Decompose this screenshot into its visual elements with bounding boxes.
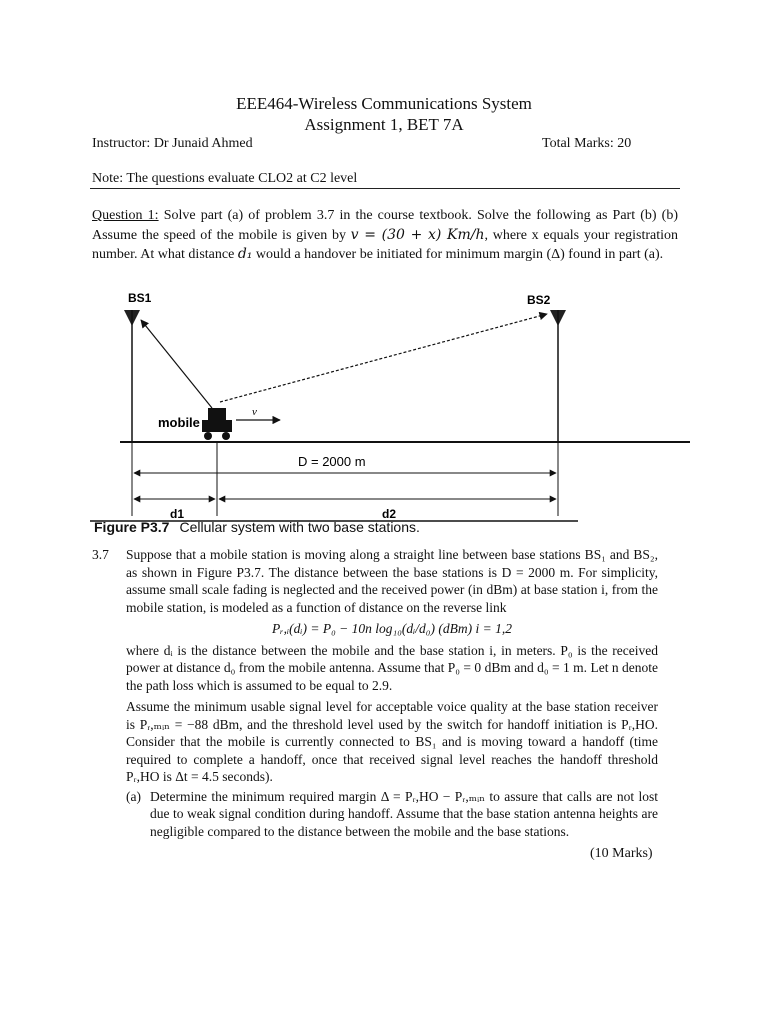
course-title: EEE464-Wireless Communications System xyxy=(236,94,532,113)
part-a-marks: (10 Marks) xyxy=(590,846,653,861)
problem-intro: Suppose that a mobile station is moving along a straight line between base stations BS₁ and BS₂, as shown in Figure P3.7. The distance between the base stations is D = 2000 m. For simplicity, assume small scale fading is neglected and the received power (in dBm) at base station i, from the mobile station, is modeled as a function of distance on the reverse link xyxy=(126,547,658,615)
figure-number: Figure P3.7 xyxy=(94,519,170,535)
problem-where: where dᵢ is the distance between the mobile and the base station i, in meters. P₀ is the received power at distance d₀ from the mobile antenna. Assume that P₀ = 0 dBm and d₀ = 1 m. Let n denote the path loss which is assumed to be equal to 2.9. xyxy=(126,642,658,693)
mobile-label: mobile xyxy=(158,415,200,430)
figure-caption xyxy=(94,519,420,535)
problem-3-7 xyxy=(92,546,658,840)
problem-number: 3.7 xyxy=(92,547,109,562)
distance-D-label: D = 2000 m xyxy=(298,454,366,469)
d2-label: d2 xyxy=(382,507,397,521)
question-text-b: , where x equals your registration number. At what distance xyxy=(92,227,678,262)
path-loss-equation: Pᵣ,ᵢ(dᵢ) = P₀ − 10n log₁₀(dᵢ/d₀) (dBm) i = 1,2 xyxy=(272,621,512,636)
bs2-antenna-icon xyxy=(550,310,566,442)
bs1-antenna-icon xyxy=(124,310,140,442)
part-a-text: Determine the minimum required margin Δ = Pᵣ,HO − Pᵣ,ₘᵢₙ to assure that calls are not lost due to weak signal condition during handoff. Assume that the base station antenna heights are negligible compared to the distance between the mobile and the base stations. xyxy=(150,788,658,839)
question-text-a: Solve part (a) of problem 3.7 in the course textbook. Solve the following as Part (b) (b) Assume the speed of the mobile is given by xyxy=(92,208,678,243)
d1-label: d1 xyxy=(170,507,185,521)
bs2-label: BS2 xyxy=(527,293,551,307)
mobile-station-icon xyxy=(202,408,232,440)
bs1-label: BS1 xyxy=(128,291,152,305)
question-label: Question 1: xyxy=(92,208,159,223)
instructor-line: Instructor: Dr Junaid Ahmed xyxy=(92,136,253,151)
link-to-bs1 xyxy=(141,320,212,408)
speed-equation: v = (30 + x) Km/h xyxy=(350,226,485,243)
question-text-c: would a handover be initiated for minimum margin (Δ) found in part (a). xyxy=(252,247,664,262)
part-a xyxy=(126,788,658,841)
note-line: Note: The questions evaluate CLO2 at C2 level xyxy=(92,171,358,186)
part-a-label: (a) xyxy=(126,788,141,804)
figure-caption-text: Cellular system with two base stations. xyxy=(179,519,420,535)
total-marks: Total Marks: 20 xyxy=(542,136,632,151)
velocity-label: v xyxy=(252,406,257,418)
d1-symbol: d₁ xyxy=(237,246,253,262)
divider xyxy=(90,188,680,189)
question-1 xyxy=(92,206,678,265)
assignment-title: Assignment 1, BET 7A xyxy=(304,115,464,134)
figure-p3-7 xyxy=(90,290,690,550)
problem-assume: Assume the minimum usable signal level for acceptable voice quality at the base station receiver is Pᵣ,ₘᵢₙ = −88 dBm, and the threshold level used by the switch for handoff initiation is Pᵣ,HO. Consider that the mobile is currently connected to BS₁ and is moving toward a handoff (time required to complete a handoff, once that received signal level reaches the handoff threshold Pᵣ,HO is Δt = 4.5 seconds). xyxy=(126,699,658,784)
link-to-bs2 xyxy=(220,314,547,402)
